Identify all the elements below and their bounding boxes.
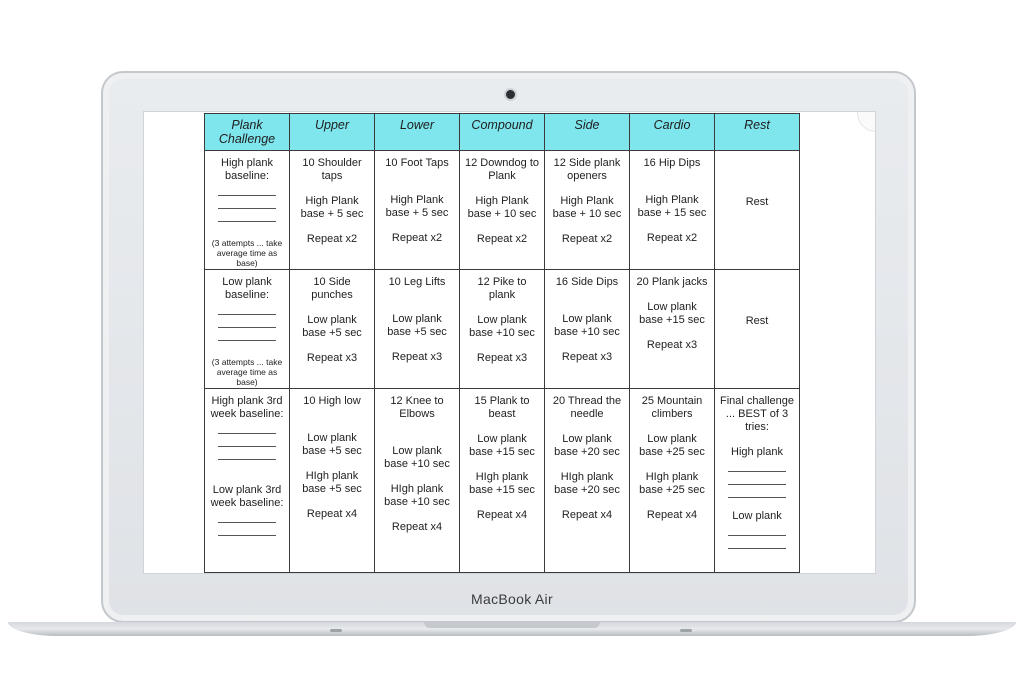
cell-text: High Plank base + 5 sec: [300, 195, 364, 220]
cell-text: HIgh plank base +5 sec: [302, 470, 362, 495]
cell-text: Low plank base +10 sec: [469, 314, 535, 339]
header-compound: Compound: [460, 114, 545, 151]
plank-challenge-table: [204, 113, 800, 573]
blank-line: [218, 433, 276, 434]
cell-text: Low plank base +15 sec: [639, 301, 705, 326]
cell-text: 25 Mountain climbers: [641, 395, 703, 420]
cell-text: Repeat x4: [561, 509, 613, 521]
blank-line: [728, 535, 786, 536]
cell-text: 10 High low: [303, 395, 361, 407]
cell-text: 12 Downdog to Plank: [465, 157, 539, 182]
cardio-cell: [630, 151, 715, 270]
rest-cell: [715, 151, 800, 270]
cell-text: Low plank base +5 sec: [302, 432, 362, 457]
side-cell: [545, 389, 630, 573]
plank-cell: [205, 389, 290, 573]
cell-text: Repeat x4: [476, 509, 528, 521]
cell-text: Low plank baseline:: [222, 276, 272, 301]
cell-text: Rest: [745, 196, 769, 208]
blank-line: [728, 471, 786, 472]
cell-text: HIgh plank base +15 sec: [469, 471, 535, 496]
blank-line: [218, 208, 276, 209]
header-upper: Upper: [290, 114, 375, 151]
cell-text: 10 Side punches: [311, 276, 353, 301]
table-header-row: [205, 114, 800, 151]
cell-text: Repeat x3: [306, 352, 358, 364]
cell-text: Repeat x4: [391, 521, 443, 533]
cell-text: Low plank base +10 sec: [554, 313, 620, 338]
blank-line: [218, 340, 276, 341]
cardio-cell: [630, 389, 715, 573]
webcam-icon: [506, 90, 515, 99]
upper-cell: [290, 270, 375, 389]
cell-text: 12 Knee to Elbows: [390, 395, 444, 420]
header-side: Side: [545, 114, 630, 151]
cell-text: 10 Shoulder taps: [302, 157, 362, 182]
lower-cell: [375, 389, 460, 573]
cell-text: Low plank: [732, 510, 782, 522]
cell-text: Repeat x2: [391, 232, 443, 244]
cell-text: High Plank base + 10 sec: [552, 195, 622, 220]
blank-line: [218, 327, 276, 328]
compound-cell: [460, 389, 545, 573]
upper-cell: [290, 389, 375, 573]
cell-text: High Plank base + 10 sec: [467, 195, 537, 220]
cell-text: Final challenge ... BEST of 3 tries:: [720, 395, 794, 433]
lower-cell: [375, 151, 460, 270]
table-row: [205, 270, 800, 389]
rest-cell: [715, 270, 800, 389]
blank-line: [218, 522, 276, 523]
upper-cell: [290, 151, 375, 270]
cell-text: 10 Leg Lifts: [388, 276, 446, 288]
side-cell: [545, 270, 630, 389]
cell-text: Low plank base +15 sec: [469, 433, 535, 458]
cell-text: Low plank base +25 sec: [639, 433, 705, 458]
cell-note: (3 attempts ... take average time as base): [211, 357, 283, 387]
cell-note: (3 attempts ... take average time as base): [211, 238, 283, 268]
blank-line: [218, 221, 276, 222]
cell-text: 10 Foot Taps: [385, 157, 449, 169]
cell-text: HIgh plank base +20 sec: [554, 471, 620, 496]
cell-text: Repeat x3: [391, 351, 443, 363]
cell-text: High Plank base + 15 sec: [637, 194, 707, 219]
device-label: MacBook Air: [471, 591, 553, 607]
blank-line: [218, 314, 276, 315]
cell-text: Repeat x3: [646, 339, 698, 351]
cell-text: 15 Plank to beast: [474, 395, 530, 420]
cell-text: Low plank base +5 sec: [302, 314, 362, 339]
cell-text: 12 Side plank openers: [553, 157, 621, 182]
cell-text: Repeat x4: [646, 509, 698, 521]
cell-text: Rest: [745, 315, 769, 327]
header-rest: Rest: [715, 114, 800, 151]
header-cardio: Cardio: [630, 114, 715, 151]
blank-line: [218, 195, 276, 196]
cell-text: Low plank base +20 sec: [554, 433, 620, 458]
header-lower: Lower: [375, 114, 460, 151]
cell-text: 12 Pike to plank: [477, 276, 527, 301]
side-cell: [545, 151, 630, 270]
blank-line: [218, 535, 276, 536]
plank-cell: [205, 151, 290, 270]
blank-line: [728, 484, 786, 485]
laptop-foot: [330, 629, 342, 632]
cell-text: Repeat x4: [306, 508, 358, 520]
cell-text: Low plank base +10 sec: [384, 445, 450, 470]
blank-line: [218, 446, 276, 447]
cell-text: Low plank 3rd week baseline:: [210, 484, 284, 509]
compound-cell: [460, 151, 545, 270]
cell-text: 16 Side Dips: [555, 276, 619, 288]
cell-text: 20 Plank jacks: [636, 276, 708, 288]
laptop-foot: [680, 629, 692, 632]
cell-text: Repeat x3: [561, 351, 613, 363]
screen: [143, 111, 876, 574]
plank-cell: [205, 270, 290, 389]
cell-text: High plank: [731, 446, 783, 458]
cell-text: High Plank base + 5 sec: [385, 194, 449, 219]
cell-text: Repeat x2: [561, 233, 613, 245]
cell-text: 20 Thread the needle: [552, 395, 622, 420]
cardio-cell: [630, 270, 715, 389]
header-plank-challenge: Plank Challenge: [205, 114, 290, 151]
compound-cell: [460, 270, 545, 389]
blank-line: [728, 548, 786, 549]
table-row: [205, 151, 800, 270]
cell-text: Repeat x2: [476, 233, 528, 245]
cell-text: HIgh plank base +25 sec: [639, 471, 705, 496]
scroll-corner: [857, 111, 876, 132]
cell-text: Repeat x2: [646, 232, 698, 244]
cell-text: 16 Hip Dips: [643, 157, 701, 169]
lower-cell: [375, 270, 460, 389]
laptop-notch: [424, 622, 600, 628]
cell-text: High plank baseline:: [221, 157, 273, 182]
cell-text: Repeat x2: [306, 233, 358, 245]
cell-text: Repeat x3: [476, 352, 528, 364]
cell-text: High plank 3rd week baseline:: [210, 395, 284, 420]
rest-cell: [715, 389, 800, 573]
cell-text: HIgh plank base +10 sec: [384, 483, 450, 508]
table-row: [205, 389, 800, 573]
cell-text: Low plank base +5 sec: [387, 313, 447, 338]
